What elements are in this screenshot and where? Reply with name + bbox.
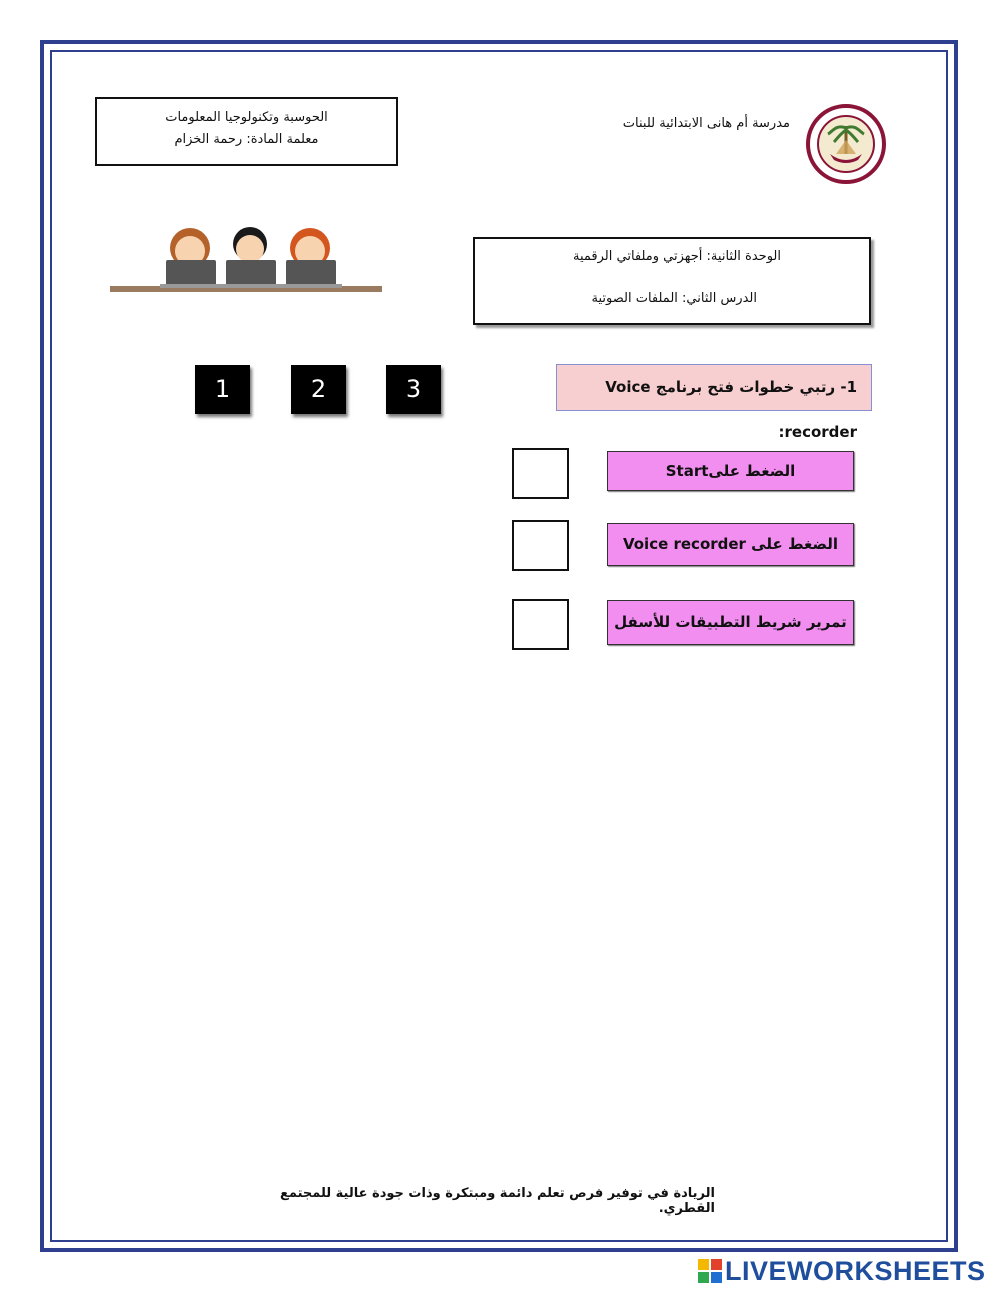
students-at-laptops-image [110,224,382,304]
school-name: مدرسة أم هانى الابتدائية للبنات [622,116,790,131]
liveworksheets-icon [698,1259,722,1283]
unit-lesson-box [473,237,871,325]
subject-info-box [95,97,398,166]
number-button-2[interactable]: 2 [291,365,346,414]
number-button-3[interactable]: 3 [386,365,441,414]
number-button-1[interactable]: 1 [195,365,250,414]
unit-title: الوحدة الثانية: أجهزتي وملفاتي الرقمية [572,249,781,264]
answer-box-3[interactable] [512,599,569,650]
step-press-voice-recorder[interactable]: الضغط على Voice recorder [607,523,854,566]
question-heading: 1- رتبي خطوات فتح برنامج Voice recorder: [556,364,872,411]
step-scroll-apps-down[interactable]: تمرير شريط التطبيقات للأسفل [607,600,854,645]
step-press-start[interactable]: الضغط علىStart [607,451,854,491]
answer-box-1[interactable] [512,448,569,499]
ministry-logo-icon [806,104,886,184]
liveworksheets-logo [698,1256,986,1286]
lesson-title: الدرس الثاني: الملفات الصوتية [591,291,757,306]
subject-title: الحوسبة وتكنولوجيا المعلومات [165,110,328,125]
answer-box-2[interactable] [512,520,569,571]
teacher-name: معلمة المادة: رحمة الخزام [174,132,319,147]
footer-vision-text: الريادة في توفير فرص تعلم دائمة ومبتكرة وذات جودة عالية للمجتمع القطري. [279,1186,715,1216]
liveworksheets-wordmark: LIVEWORKSHEETS [725,1255,986,1286]
